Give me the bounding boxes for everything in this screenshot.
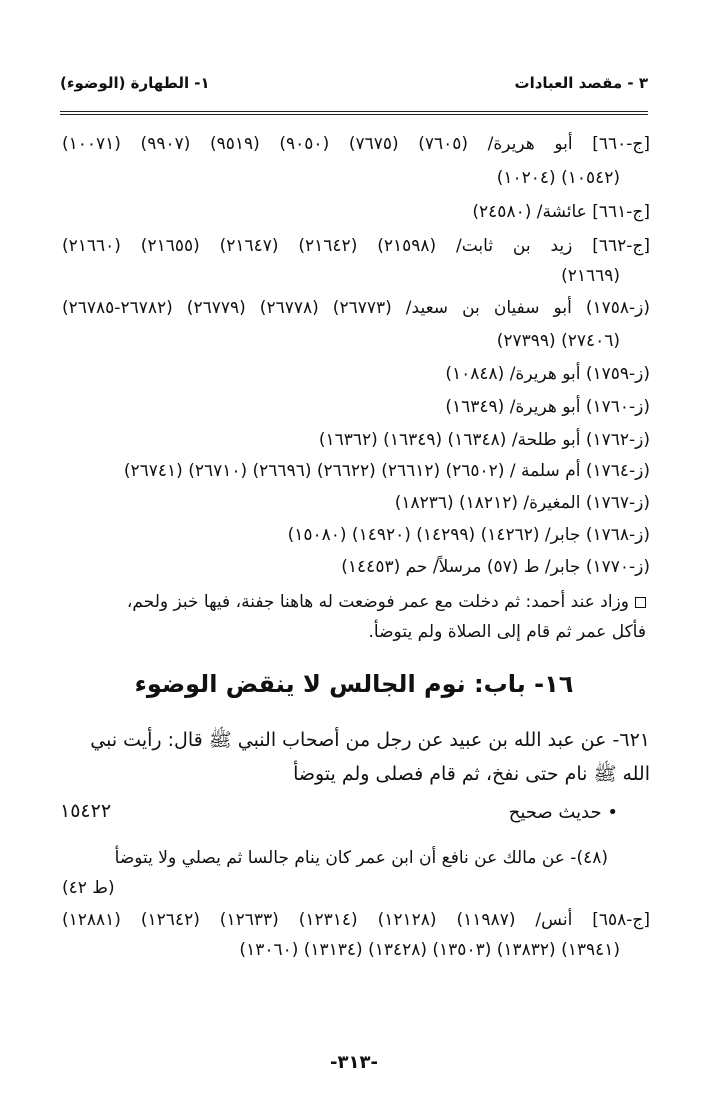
ref-line: (١٣٠٦٠) (١٣١٣٤) (١٣٤٢٨) (١٣٥٠٣) (١٣٨٣٢) (١٣٩٤١) [239, 940, 620, 960]
athar-source: (ط ٤٢) [62, 878, 115, 898]
section-title: ١٦- باب: نوم الجالس لا ينقض الوضوء [134, 670, 574, 698]
ref-line: (ز-١٧٦٤) أم سلمة / (٢٦٥٠٢) (٢٦٦١٢) (٢٦٦٢٢) (٢٦٦٩٦) (٢٦٧١٠) (٢٦٧٤١) [123, 461, 650, 481]
ref-line: (ز-١٧٥٨) أبو سفيان بن سعيد/ (٢٦٧٧٣) (٢٦٧٧٨) (٢٦٧٧٩) (٢٦٧٨٢-٢٦٧٨٥) [62, 298, 651, 318]
hadith-text: الله ﷺ نام حتى نفخ، ثم قام فصلى ولم يتوضأ [293, 763, 650, 785]
hadith-grade: • حديث صحيح [508, 802, 618, 823]
hadith-text: ٦٢١- عن عبد الله بن عبيد عن رجل من أصحاب النبي ﷺ قال: رأيت نبي [90, 729, 650, 751]
header-chapter: ١- الطهارة (الوضوء) [60, 74, 210, 92]
ref-line: [ج-٦٦١] عائشة/ (٢٤٥٨٠) [472, 202, 650, 222]
ref-line: [ج-٦٦٢] زيد بن ثابت/ (٢١٥٩٨) (٢١٦٤٢) (٢١٦٤٧) (٢١٦٥٥) (٢١٦٦٠) [62, 236, 650, 256]
hadith-number: ١٥٤٢٢ [60, 800, 112, 822]
square-bullet-icon [635, 597, 646, 608]
athar-text: (٤٨)- عن مالك عن نافع أن ابن عمر كان ينام جالسا ثم يصلي ولا يتوضأ [114, 848, 608, 868]
running-header [60, 74, 648, 100]
ref-line: (٢٧٣٩٩) (٢٧٤٠٦) [496, 331, 620, 351]
note-paragraph [127, 592, 646, 612]
note-line: فأكل عمر ثم قام إلى الصلاة ولم يتوضأ. [368, 622, 646, 642]
ref-line: (ز-١٧٦٧) المغيرة/ (١٨٢١٢) (١٨٢٣٦) [394, 493, 650, 513]
ref-line: [ج-٦٥٨] أنس/ (١١٩٨٧) (١٢١٢٨) (١٢٣١٤) (١٢٦٣٣) (١٢٦٤٢) (١٢٨٨١) [62, 910, 651, 930]
ref-line: (ز-١٧٦٠) أبو هريرة/ (١٦٣٤٩) [445, 397, 650, 417]
ref-line: (٢١٦٦٩) [561, 266, 620, 286]
ref-line: [ج-٦٦٠] أبو هريرة/ (٧٦٠٥) (٧٦٧٥) (٩٠٥٠) (٩٥١٩) (٩٩٠٧) (١٠٠٧١) [62, 134, 651, 154]
header-rule [60, 111, 648, 112]
header-book-section: ٣ - مقصد العبادات [514, 74, 648, 92]
page-number: -٣١٣- [330, 1052, 378, 1073]
ref-line: (ز-١٧٥٩) أبو هريرة/ (١٠٨٤٨) [445, 364, 650, 384]
note-line: وزاد عند أحمد: ثم دخلت مع عمر فوضعت له هاهنا جفنة، فيها خبز ولحم، [126, 592, 629, 612]
ref-line: (ز-١٧٦٨) جابر/ (١٤٢٦٢) (١٤٢٩٩) (١٤٩٢٠) (١٥٠٨٠) [287, 525, 650, 545]
ref-line: (ز-١٧٦٢) أبو طلحة/ (١٦٣٤٨) (١٦٣٤٩) (١٦٣٦٢) [318, 430, 650, 450]
ref-line: (١٠٢٠٤) (١٠٥٤٢) [496, 168, 620, 188]
ref-line: (ز-١٧٧٠) جابر/ ط (٥٧) مرسلاً/ حم (١٤٤٥٣) [341, 557, 650, 577]
header-rule-thin [60, 114, 648, 115]
